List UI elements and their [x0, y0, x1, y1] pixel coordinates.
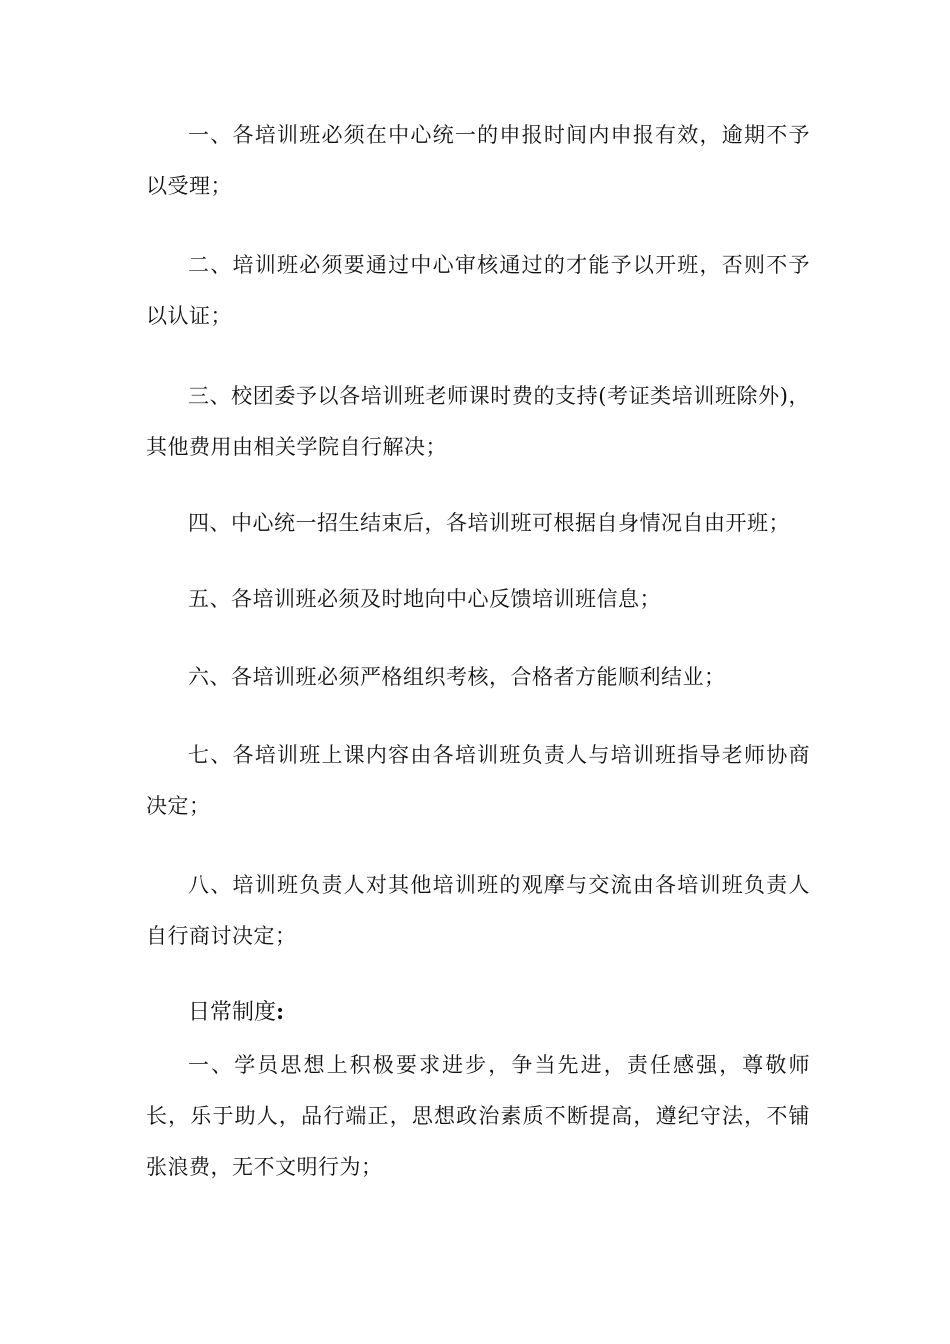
daily-rule-paragraph-1: 一、学员思想上积极要求进步，争当先进，责任感强，尊敬师长，乐于助人，品行端正，思想政治素质不断提高，遵纪守法，不铺张浪费，无不文明行为； — [146, 1053, 810, 1179]
rule-paragraph-4: 四、中心统一招生结束后，各培训班可根据自身情况自由开班； — [188, 511, 790, 535]
rule-paragraph-1: 一、各培训班必须在中心统一的申报时间内申报有效，逾期不予以受理； — [146, 123, 810, 198]
rule-paragraph-2: 二、培训班必须要通过中心审核通过的才能予以开班，否则不予以认证； — [146, 253, 810, 328]
rule-paragraph-6: 六、各培训班必须严格组织考核，合格者方能顺利结业； — [188, 665, 726, 689]
section-heading — [146, 992, 810, 1033]
rule-paragraph-5: 五、各培训班必须及时地向中心反馈培训班信息； — [188, 587, 661, 611]
rule-paragraph-8: 八、培训班负责人对其他培训班的观摩与交流由各培训班负责人自行商讨决定； — [146, 873, 810, 948]
rule-paragraph-3: 三、校团委予以各培训班老师课时费的支持(考证类培训班除外)，其他费用由相关学院自行解决； — [146, 384, 810, 459]
section-heading-text: 日常制度 — [188, 1000, 277, 1025]
rule-paragraph-7: 七、各培训班上课内容由各培训班负责人与培训班指导老师协商决定； — [146, 743, 810, 818]
section-heading-colon: : — [276, 999, 285, 1025]
